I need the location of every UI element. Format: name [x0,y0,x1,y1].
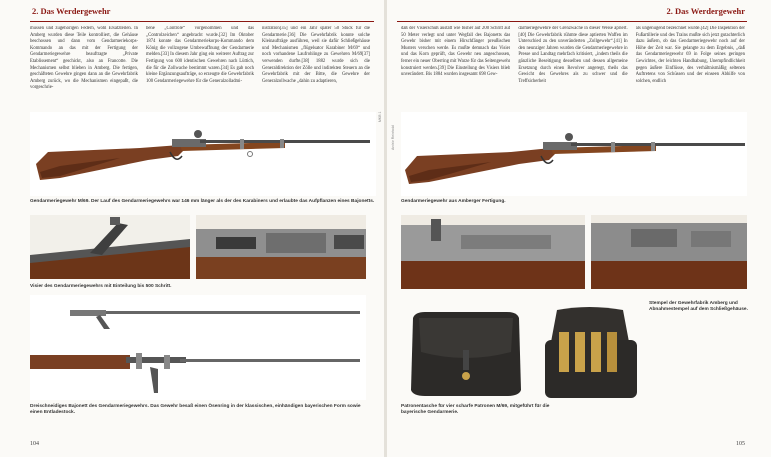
text-columns-right [401,26,745,106]
cartridge-pouch-photo-1 [401,306,531,398]
photo-credit-left: MKB 1 [378,111,382,122]
header-rule-left [30,21,374,22]
caption-bayonet: Dreischneidiges Bajonett des Gendarmeriegewehrs. Das Gewehr besaß einen Ösenring in der klassischen, einhändigen bayerischen Form sowie einen Entladestock. [30,404,361,416]
cartridge-pouch-photo-2 [535,306,643,402]
text-column: darmeriegewehre der Grenzwache in dieser Weise apriert.[40] Die Gewehrfabrik rühmte diese aptierten Waffen im Unterschied zu den unveränderten „Zollgewehr“.[41] In den neunziger Jahren wurden die Gendarmeriegewehre in Presse und Landtag mehrfach kritisiert, „indem theils die gänzliche Beseitigung desselben und dessen allgemeine Ersetzung durch einen Revolver angeregt, theils das Gewicht des Gewehres als zu schwer und die Treffsicherheit [518,26,628,84]
caption-stamp: Stempel der Gewehrfabrik Amberg und Abnahmestempel auf dem Schließgehäuse. [649,301,748,313]
text-column: daß der Visierschuß austatt wie bisher auf 200 Schritt auf 50 Meter verlegt und unter Wegfall des Bajonetts das Gewehr bisher mit einem Hirschfänger preußischen Musters verschen werde. Es mußte demnach das Visier und das Korn geprüft, das Gewehr neu angeschossen, ferner ein neuer Oberring mit Warze für das Seitengewehr konstruiert werden.[39] Die Einstellung des Visiers blieb unverändert. Bis 1884 wurden insgesamt 698 Gew- [401,26,511,78]
header-rule-right [397,21,747,22]
rifle-photo [30,112,376,196]
page-number-right: 105 [736,441,745,447]
page-number-left: 104 [30,441,39,447]
stamp-closeup-photo-1 [401,215,585,289]
running-header-right: 2. Das Werdergewehr [666,6,745,16]
bayonet-photo [30,295,366,400]
receiver-closeup-photo [196,215,366,279]
left-page [0,0,384,457]
stamp-closeup-photo-2 [591,215,747,289]
text-column: müssen und zugehörigen Federn, wohl Ersatzteilen. In Amberg wurden diese Teile kontrolliert, die Gehäuse beschossen und dann vom Gendarmeriekorps-Kommando an das mit der Fertigung der Gendarmeriegewehre beauftragte „Private Etablissement“ geschickt, also an Francotte. Die Mechanismen selbst blieben in Amberg. Die fertigen, geschäfteten Gewehre gingen dann an die Gewehrfabrik Amberg zurück, wo die Mechanismen eingepaßt, die vorgeschrie- [30,26,138,91]
running-header-left: 2. Das Werdergewehr [32,6,111,16]
right-page [387,0,771,457]
text-column: bene „Controle“ vorgenommen und das „Controlzeichen“ angebracht wurde.[32] Im Oktober 1874 konnte das Gendarmeriekorps-Kommando dem König die vollzogene Umbewaffnung der Gendarmerie melden.[33] In diesem Jahr ging ein weiterer Auftrag zur Fertigung von 600 identischen Gewehren nach Lüttich, die für die Zollwache bestimmt waren.[34] Es gab noch kleine Ergänzungsaufträge, so erzeugte die Gewehrfabrik 100 Gendarmeriegewehre für die Generalzolladmi- [146,26,254,84]
caption-sight: Visier des Gendarmeriegewehrs mit Einteilung bis 500 Schritt. [30,284,172,289]
amberg-rifle-photo [401,112,747,196]
caption-pouch: Patronentasche für vier scharfe Patronen M/69, mitgeführt für die bayerische Gendarmerie. [401,404,550,416]
caption-rifle: Gendarmeriegewehr M/69. Der Lauf des Gendarmeriegewehrs war 146 mm länger als der des Karabiners und erlaubte das Aufpflanzen eines Bajonetts. [30,199,375,204]
text-column: als ungenügend bezeichnet wurde.[42] Die Inspektion der Fußartillerie und des Trains mußte sich jetzt gutachterlich dazu äußern, ob das Gendarmeriegewehr noch auf der Höhe der Zeit war. Sie gelangte zu dem Ergebnis, „daß das Gendarmeriegewehr 69 in Folge seines geringen Gewichtes, der leichten Handhabung, Unempfindlichkeit gegen äußere Einflüsse, des verhältnismäßig seltenen Auftretens von Schüssen und der einseen Abhilfe von solchen, endlich [635,26,745,84]
photo-credit-right: Archiv Reinhold [391,125,395,150]
caption-amberg-rifle: Gendarmeriegewehr aus Amberger Fertigung. [401,199,506,204]
text-columns-left [30,26,370,106]
text-column: nistration[35] und ein Jahr später 50 Stück für die Gendarmerie.[36] Die Gewehrfabrik konnte solche Kleinaufträge ausführen, weil sie dafür Schließgehäuse und Mechanismen „flügelsator Karabiner M/69“ und noch vorhandene Laufrohlinge zu Gewehren M/69[37] verwenden durfte.[38] 1882 wurde sich die Generaldirektion der Zölle und indirekten Steuern an die Gewehrfabrik mit der Bitte, die Gewehre der Generalzollwache „dahin zu adaptieren, [262,26,370,84]
sight-closeup-photo [30,215,190,279]
